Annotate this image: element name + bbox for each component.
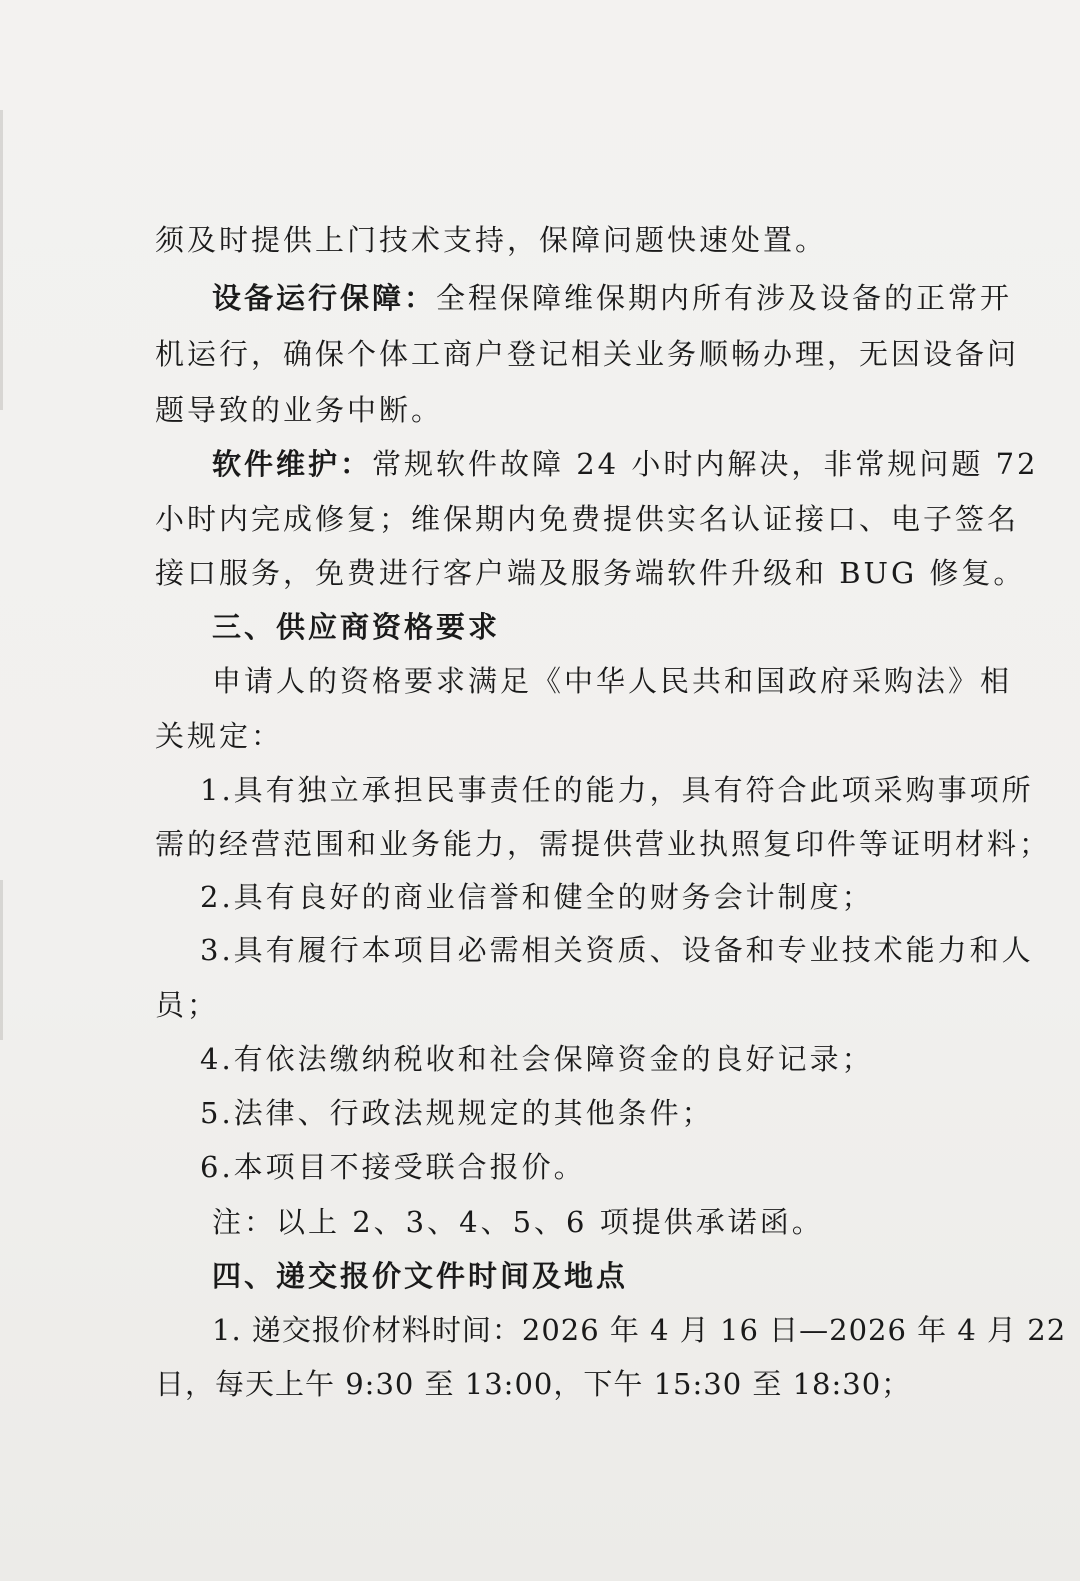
scan-edge-mark (0, 880, 3, 1040)
list-item: 4.有依法缴纳税收和社会保障资金的良好记录； (200, 1042, 874, 1076)
paragraph-text: 常规软件故障 24 小时内解决，非常规问题 72 (372, 447, 1039, 481)
list-item: 6.本项目不接受联合报价。 (200, 1150, 586, 1184)
paragraph-line: 关规定： (155, 719, 284, 753)
list-item: 需的经营范围和业务能力，需提供营业执照复印件等证明材料； (155, 827, 1052, 861)
list-item: 1.具有独立承担民事责任的能力，具有符合此项采购事项所 (200, 773, 1034, 807)
list-item: 2.具有良好的商业信誉和健全的财务会计制度； (200, 880, 874, 914)
paragraph-line (212, 444, 1038, 484)
paragraph-line: 1. 递交报价材料时间：2026 年 4 月 16 日—2026 年 4 月 22 (212, 1313, 1067, 1347)
list-item: 5.法律、行政法规规定的其他条件； (200, 1096, 714, 1130)
list-item: 员； (155, 988, 220, 1022)
paragraph-line: 机运行，确保个体工商户登记相关业务顺畅办理，无因设备问 (155, 337, 1020, 371)
note-line: 注：以上 2、3、4、5、6 项提供承诺函。 (212, 1205, 824, 1239)
paragraph-line: 接口服务，免费进行客户端及服务端软件升级和 BUG 修复。 (155, 556, 1026, 590)
paragraph-lead: 设备运行保障： (212, 281, 437, 315)
paragraph-line: 题导致的业务中断。 (155, 393, 444, 427)
paragraph-line (212, 278, 1012, 318)
paragraph-line: 须及时提供上门技术支持，保障问题快速处置。 (155, 223, 828, 257)
paragraph-line: 小时内完成修复；维保期内免费提供实名认证接口、电子签名 (155, 502, 1020, 536)
section-heading: 三、供应商资格要求 (212, 610, 501, 644)
section-heading: 四、递交报价文件时间及地点 (212, 1259, 629, 1293)
paragraph-text: 全程保障维保期内所有涉及设备的正常开 (436, 281, 1013, 315)
paragraph-lead: 软件维护： (212, 447, 373, 481)
paragraph-line: 申请人的资格要求满足《中华人民共和国政府采购法》相 (212, 664, 1013, 698)
paragraph-line: 日，每天上午 9:30 至 13:00，下午 15:30 至 18:30； (155, 1367, 912, 1401)
list-item: 3.具有履行本项目必需相关资质、设备和专业技术能力和人 (200, 933, 1034, 967)
scan-edge-mark (0, 110, 3, 410)
